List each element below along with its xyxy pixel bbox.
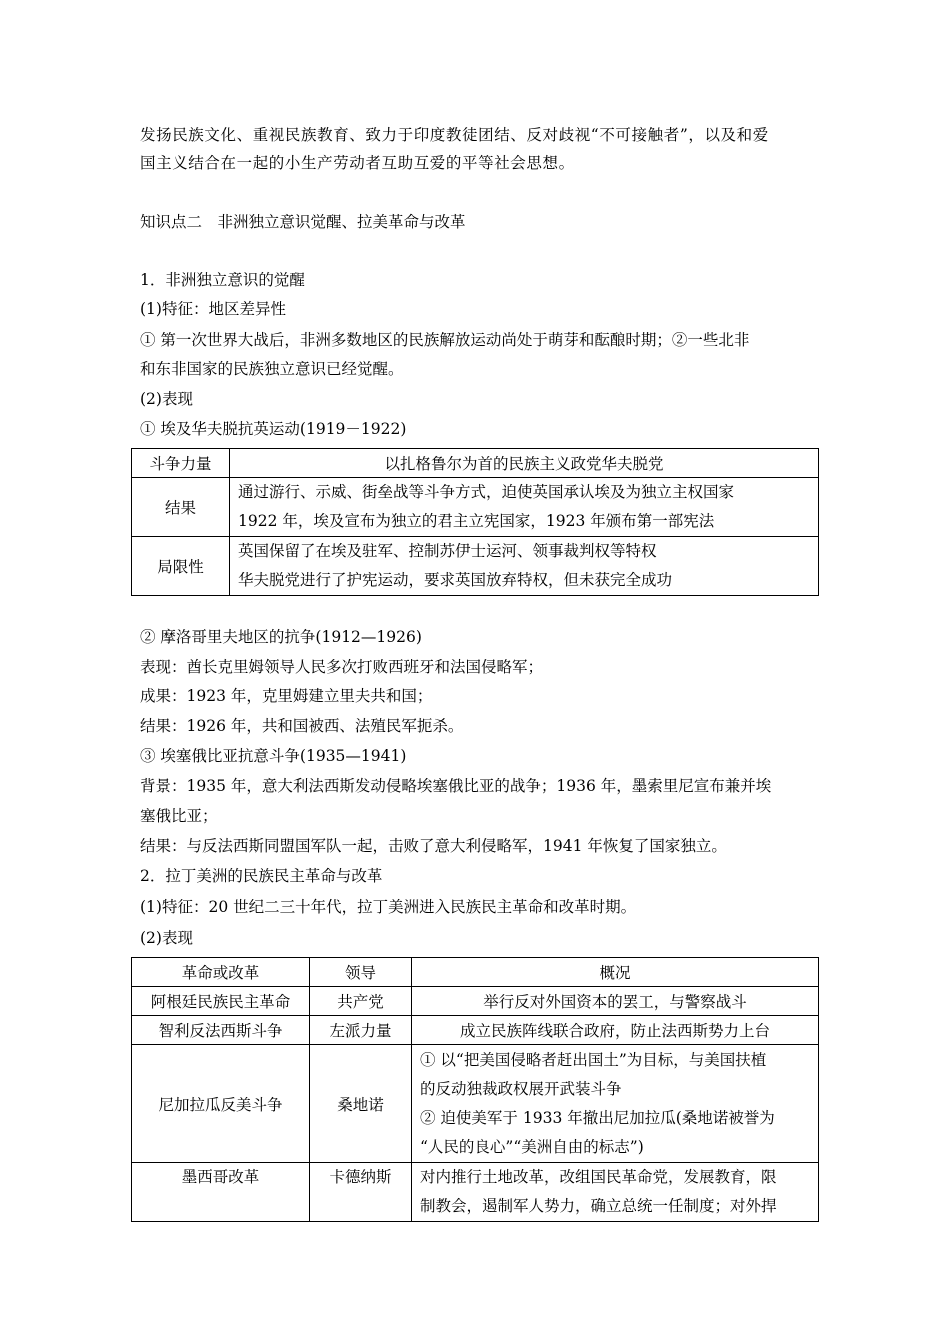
egypt-r3-line-1: 英国保留了在埃及驻军、控制苏伊士运河、领事裁判权等特权: [238, 542, 657, 560]
row-name: 智利反法西斯斗争: [132, 1016, 310, 1045]
part1-feature-desc-1: ① 第一次世界大战后，非洲多数地区的民族解放运动尚处于萌芽和酝酿时期；②一些北非: [140, 331, 750, 349]
egypt-r2-cell: [230, 478, 819, 537]
header-overview: 概况: [412, 958, 819, 987]
row-desc: 举行反对外国资本的罢工，与警察战斗: [412, 987, 819, 1016]
part2-heading: 2．拉丁美洲的民族民主革命与改革: [140, 867, 383, 885]
egypt-r2-label: 结果: [132, 478, 230, 537]
table-row: [132, 987, 819, 1016]
morocco-line-2: 成果：1923 年，克里姆建立里夫共和国；: [140, 687, 433, 705]
part2-manifestation: (2)表现: [140, 929, 193, 947]
intro-line-2: 国主义结合在一起的小生产劳动者互助互爱的平等社会思想。: [140, 154, 575, 172]
egypt-title: ① 埃及华夫脱抗英运动(1919－1922): [140, 420, 407, 438]
morocco-title: ② 摩洛哥里夫地区的抗争(1912—1926): [140, 628, 422, 646]
row-name: 阿根廷民族民主革命: [132, 987, 310, 1016]
table-row: [132, 1016, 819, 1045]
row-leader: 左派力量: [310, 1016, 412, 1045]
table-row: [132, 537, 819, 596]
header-leader: 领导: [310, 958, 412, 987]
row-leader: 桑地诺: [310, 1045, 412, 1163]
part1-heading: 1．非洲独立意识的觉醒: [140, 271, 305, 289]
table-header-row: [132, 958, 819, 987]
desc-line: ② 迫使美军于 1933 年撤出尼加拉瓜(桑地诺被誉为: [420, 1108, 775, 1127]
row-desc: 成立民族阵线联合政府，防止法西斯势力上台: [412, 1016, 819, 1045]
ethiopia-title: ③ 埃塞俄比亚抗意斗争(1935—1941): [140, 747, 407, 765]
egypt-r3-cell: [230, 537, 819, 596]
row-name: 尼加拉瓜反美斗争: [132, 1045, 310, 1163]
egypt-r3-label: 局限性: [132, 537, 230, 596]
ethiopia-line-1: 背景：1935 年，意大利法西斯发动侵略埃塞俄比亚的战争；1936 年，墨索里尼宣布兼并埃: [140, 777, 772, 795]
desc-line: ① 以“把美国侵略者赶出国土”为目标，与美国扶植: [420, 1050, 767, 1069]
intro-line-1: 发扬民族文化、重视民族教育、致力于印度教徒团结、反对歧视“不可接触者”，以及和爱: [140, 126, 769, 144]
desc-line: “人民的良心”“美洲自由的标志”): [420, 1137, 644, 1156]
ethiopia-line-2: 塞俄比亚；: [140, 807, 218, 825]
section-title: 知识点二 非洲独立意识觉醒、拉美革命与改革: [140, 213, 466, 231]
part2-feature: (1)特征：20 世纪二三十年代，拉丁美洲进入民族民主革命和改革时期。: [140, 898, 637, 916]
morocco-line-3: 结果：1926 年，共和国被西、法殖民军扼杀。: [140, 717, 464, 735]
table-row: [132, 478, 819, 537]
egypt-r1-value: 以扎格鲁尔为首的民族主义政党华夫脱党: [230, 449, 819, 478]
morocco-line-1: 表现：酋长克里姆领导人民多次打败西班牙和法国侵略军；: [140, 658, 544, 676]
row-desc: [412, 1045, 819, 1163]
table-row: [132, 1045, 819, 1163]
row-name: 墨西哥改革: [132, 1163, 310, 1222]
latin-america-table: [131, 957, 819, 1222]
header-revolution: 革命或改革: [132, 958, 310, 987]
egypt-r2-line-1: 通过游行、示威、街垒战等斗争方式，迫使英国承认埃及为独立主权国家: [238, 483, 735, 501]
row-leader: 卡德纳斯: [310, 1163, 412, 1222]
desc-line: 的反动独裁政权展开武装斗争: [420, 1079, 622, 1098]
desc-line: 制教会，遏制军人势力，确立总统一任制度；对外捍: [420, 1197, 777, 1215]
egypt-r3-line-2: 华夫脱党进行了护宪运动，要求英国放弃特权，但未获完全成功: [238, 571, 673, 589]
row-leader: 共产党: [310, 987, 412, 1016]
part1-feature: (1)特征：地区差异性: [140, 300, 286, 318]
desc-line: 对内推行土地改革，改组国民革命党，发展教育，限: [420, 1168, 777, 1186]
part1-feature-desc-2: 和东非国家的民族独立意识已经觉醒。: [140, 360, 404, 378]
row-desc: [412, 1163, 819, 1222]
table-row: [132, 1163, 819, 1222]
part1-manifestation: (2)表现: [140, 390, 193, 408]
ethiopia-line-3: 结果：与反法西斯同盟国军队一起，击败了意大利侵略军，1941 年恢复了国家独立。: [140, 837, 727, 855]
egypt-table: [131, 448, 819, 596]
egypt-r1-label: 斗争力量: [132, 449, 230, 478]
egypt-r2-line-2: 1922 年，埃及宣布为独立的君主立宪国家，1923 年颁布第一部宪法: [238, 512, 715, 530]
table-row: [132, 449, 819, 478]
